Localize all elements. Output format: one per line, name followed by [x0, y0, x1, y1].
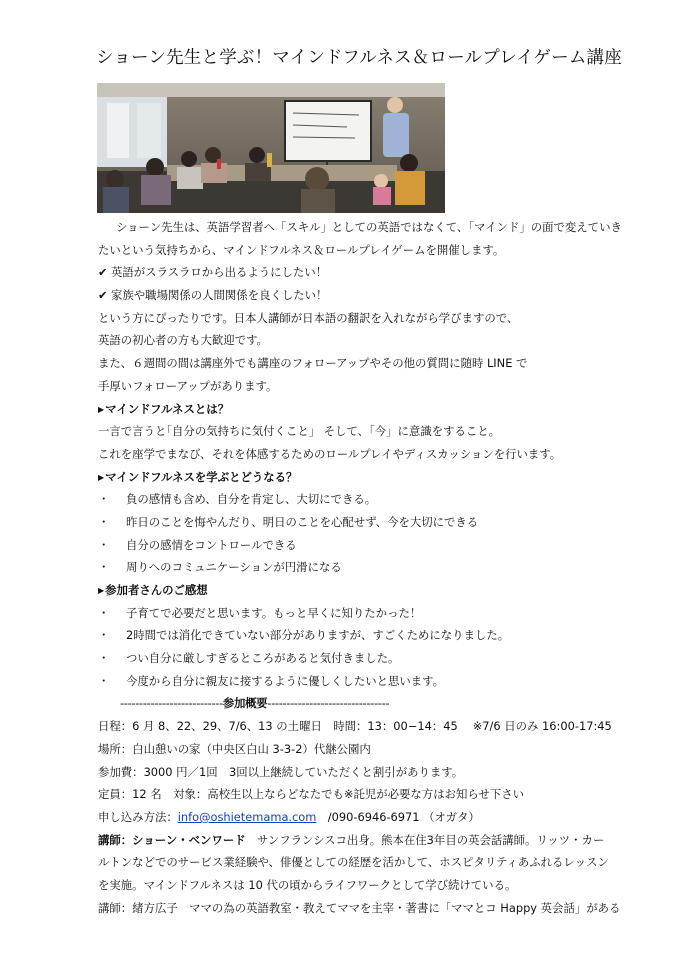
paragraph-line: 手厚いフォローアップがあります。: [98, 378, 278, 393]
instructor-line: ルトンなどでのサービス業経験や、俳優としての経歴を活かして、ホスピタリティあふれるレッスン: [98, 855, 609, 870]
list-item: ・ 今度から自分に親友に接するように優しくしたいと思います。: [98, 670, 628, 693]
list-item: ・ つい自分に厳しすぎるところがあると気付きました。: [98, 647, 628, 670]
list-item: ・ 負の感情も含め、自分を肯定し、大切にできる。: [98, 488, 628, 511]
paragraph-line: また、６週間の間は講座外でも講座のフォローアップやその他の質問に随時 LINE で: [98, 356, 528, 371]
overview-heading: 参加概要: [222, 696, 268, 711]
triangle-icon: ▶: [98, 404, 105, 414]
instructor-name: 講師：ショーン・ベンワード: [98, 832, 246, 847]
check-item: [98, 261, 628, 284]
bullet-icon: ・: [98, 560, 110, 575]
checkmark-icon: ✔: [98, 288, 108, 303]
paragraph-line: 英語の初心者の方も大歓迎です。: [98, 333, 268, 348]
bullet-icon: ・: [98, 605, 110, 620]
fee-line: 参加費：3000 円／1回 3回以上継続していただくと割引があります。: [98, 764, 464, 779]
workshop-photo: [97, 83, 445, 213]
check-item: [98, 284, 628, 307]
bullet-icon: ・: [98, 492, 110, 507]
email-link[interactable]: info@oshietemama.com: [177, 809, 317, 824]
instructor2-line: 講師：緒方広子 ママの為の英語教室・教えてママを主宰・著書に「ママとコ Happy 英会話」がある: [98, 900, 621, 915]
instructor-line: 講師：ショーン・ベンワード サンフランシスコ出身。熊本在住3年目の英会話講師。リッツ・カー: [98, 832, 605, 847]
list-item: ・ 自分の感情をコントロールできる: [98, 534, 628, 557]
section-heading: ▶マインドフルネスを学ぶとどうなる？: [98, 469, 298, 484]
list-item: ・ 周りへのコミュニケーションが円滑になる: [98, 556, 628, 579]
page-title: ショーン先生と学ぶ！マインドフルネス＆ロールプレイゲーム講座: [96, 48, 622, 68]
apply-line: 申し込み方法：info@oshietemama.com /090-6946-6971 （オガタ）: [98, 809, 480, 824]
classroom-image: [97, 83, 445, 213]
check-item-text: 家族や職場関係の人間関係を良くしたい！: [111, 288, 328, 303]
schedule-line: 日程：6 月 8、22、29、7/6、13 の土曜日 時間：13：00−14：45 ※7/6 日のみ 16:00-17:45: [98, 719, 612, 734]
section-line: 一言で言うと｢自分の気持ちに気付くこと」 そして、｢今」に意識をすること。: [98, 424, 501, 439]
bullet-icon: ・: [98, 628, 110, 643]
triangle-icon: ▶: [98, 472, 105, 482]
phone-text: /090-6946-6971 （オガタ）: [316, 809, 480, 824]
bullet-icon: ・: [98, 673, 110, 688]
section-heading: ▶マインドフルネスとは？: [98, 401, 230, 416]
section-line: これを座学でまなび、それを体感するためのロールプレイやディスカッションを行います。: [98, 446, 562, 461]
intro-line: ショーン先生は、英語学習者へ「スキル」としての英語ではなくて、「マインド」の面で変えていき: [116, 220, 622, 234]
bullet-icon: ・: [98, 537, 110, 552]
bullet-icon: ・: [98, 514, 110, 529]
overview-divider: ---------------------------参加概要--------------------------------: [120, 696, 390, 711]
instructor-line: を実施。マインドフルネスは 10 代の頃からライフワークとして学び続けている。: [98, 877, 517, 892]
list-item: ・ 昨日のことを悔やんだり、明日のことを心配せず、今を大切にできる: [98, 511, 628, 534]
checkmark-icon: ✔: [98, 265, 108, 280]
check-item-text: 英語がスラスラロから出るようにしたい！: [111, 265, 328, 280]
list-item: ・ 子育てで必要だと思います。もっと早くに知りたかった！: [98, 602, 628, 625]
place-line: 場所：白山憩いの家（中央区白山 3-3-2）代継公園内: [98, 741, 371, 756]
list-item: ・ 2時間では消化できていない部分がありますが、すごくためになりました。: [98, 624, 628, 647]
intro-line: たいという気持ちから、マインドフルネス＆ロールプレイゲームを開催します。: [98, 242, 505, 257]
triangle-icon: ▶: [98, 586, 105, 595]
bullet-icon: ・: [98, 651, 110, 666]
capacity-line: 定員：12 名 対象：高校生以上ならどなたでも※託児が必要な方はお知らせ下さい: [98, 787, 524, 802]
paragraph-line: という方にぴったりです。日本人講師が日本語の翻訳を入れながら学びますので、: [98, 310, 519, 325]
section-heading: ▶参加者さんのご感想: [98, 583, 208, 597]
document-body: [98, 216, 628, 919]
